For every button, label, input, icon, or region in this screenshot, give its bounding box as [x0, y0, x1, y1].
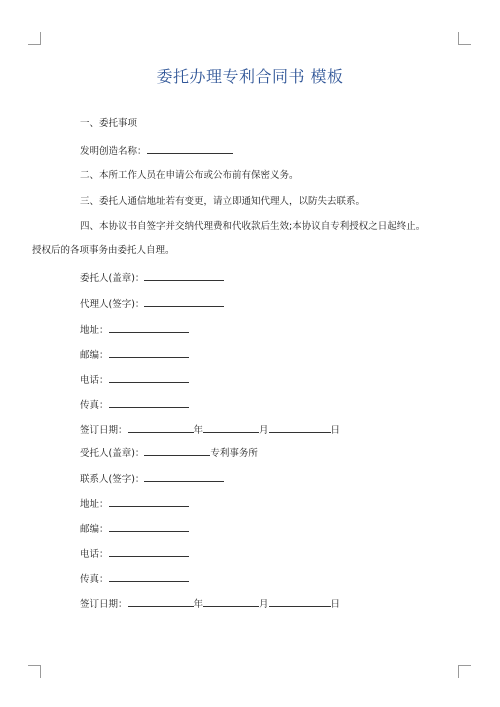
client-postcode-label: 邮编： — [80, 350, 109, 361]
trustee-day-blank[interactable] — [269, 596, 331, 607]
trustee-postcode-blank[interactable] — [109, 521, 189, 532]
client-postcode-row — [80, 347, 189, 362]
crop-mark-bottom-right — [458, 665, 471, 678]
trustee-fax-blank[interactable] — [109, 571, 189, 582]
client-date-row — [80, 422, 340, 437]
trustee-phone-label: 电话： — [80, 549, 109, 560]
trustee-firm-suffix: 专利事务所 — [210, 448, 258, 459]
trustee-phone-blank[interactable] — [109, 546, 189, 557]
client-month-label: 月 — [259, 425, 269, 436]
trustee-address-blank[interactable] — [109, 496, 189, 507]
crop-mark-top-left — [28, 32, 41, 45]
trustee-day-label: 日 — [330, 599, 341, 610]
client-day-blank[interactable] — [269, 422, 331, 433]
trustee-month-blank[interactable] — [203, 596, 259, 607]
client-phone-label: 电话： — [80, 375, 109, 386]
trustee-contact-row — [80, 471, 224, 486]
section-1-heading: 一、委托事项 — [80, 118, 138, 129]
client-date-label: 签订日期： — [80, 425, 128, 436]
section-3-text: 三、委托人通信地址若有变更，请立即通知代理人，以防失去联系。 — [80, 196, 366, 207]
client-year-blank[interactable] — [128, 422, 194, 433]
client-fax-blank[interactable] — [109, 397, 189, 408]
trustee-postcode-row — [80, 521, 189, 536]
trustee-phone-row — [80, 546, 189, 561]
section-4-text: 四、本协议书自签字并交纳代理费和代收款后生效;本协议自专利授权之日起终止。 — [80, 221, 426, 232]
section-2-text: 二、本所工作人员在申请公布或公布前有保密义务。 — [80, 170, 299, 181]
trustee-year-label: 年 — [193, 599, 204, 610]
client-agent-row — [80, 296, 224, 311]
client-phone-blank[interactable] — [109, 372, 189, 383]
trustee-postcode-label: 邮编： — [80, 524, 109, 535]
crop-mark-top-right — [458, 32, 471, 45]
client-month-blank[interactable] — [203, 422, 259, 433]
trustee-fax-label: 传真： — [80, 574, 109, 585]
client-fax-row — [80, 397, 189, 412]
client-phone-row — [80, 372, 189, 387]
trustee-principal-row — [80, 445, 258, 460]
client-day-label: 日 — [330, 425, 341, 436]
client-address-row — [80, 322, 189, 337]
trustee-month-label: 月 — [259, 599, 269, 610]
trustee-address-row — [80, 496, 189, 511]
client-agent-label: 代理人(签字)： — [80, 299, 145, 310]
client-agent-blank[interactable] — [144, 296, 224, 307]
trustee-firm-blank[interactable] — [144, 445, 210, 456]
trustee-fax-row — [80, 571, 189, 586]
trustee-date-label: 签订日期： — [80, 599, 128, 610]
trustee-principal-label: 受托人(盖章)： — [80, 448, 145, 459]
invention-name-label: 发明创造名称： — [80, 146, 147, 157]
crop-mark-bottom-left — [28, 665, 41, 678]
client-principal-row — [80, 270, 224, 285]
client-postcode-blank[interactable] — [109, 347, 189, 358]
invention-name-row — [80, 143, 233, 158]
client-principal-label: 委托人(盖章)： — [80, 273, 145, 284]
client-fax-label: 传真： — [80, 400, 109, 411]
trustee-address-label: 地址： — [80, 499, 109, 510]
client-principal-blank[interactable] — [144, 270, 224, 281]
trustee-year-blank[interactable] — [128, 596, 194, 607]
client-address-label: 地址： — [80, 325, 109, 336]
trustee-contact-blank[interactable] — [144, 471, 224, 482]
section-4-continued: 授权后的各项事务由委托人自理。 — [32, 245, 175, 256]
trustee-date-row — [80, 596, 340, 611]
document-title: 委托办理专利合同书 模板 — [156, 67, 344, 86]
invention-name-blank[interactable] — [147, 143, 233, 154]
trustee-contact-label: 联系人(签字)： — [80, 474, 145, 485]
client-address-blank[interactable] — [109, 322, 189, 333]
client-year-label: 年 — [193, 425, 204, 436]
